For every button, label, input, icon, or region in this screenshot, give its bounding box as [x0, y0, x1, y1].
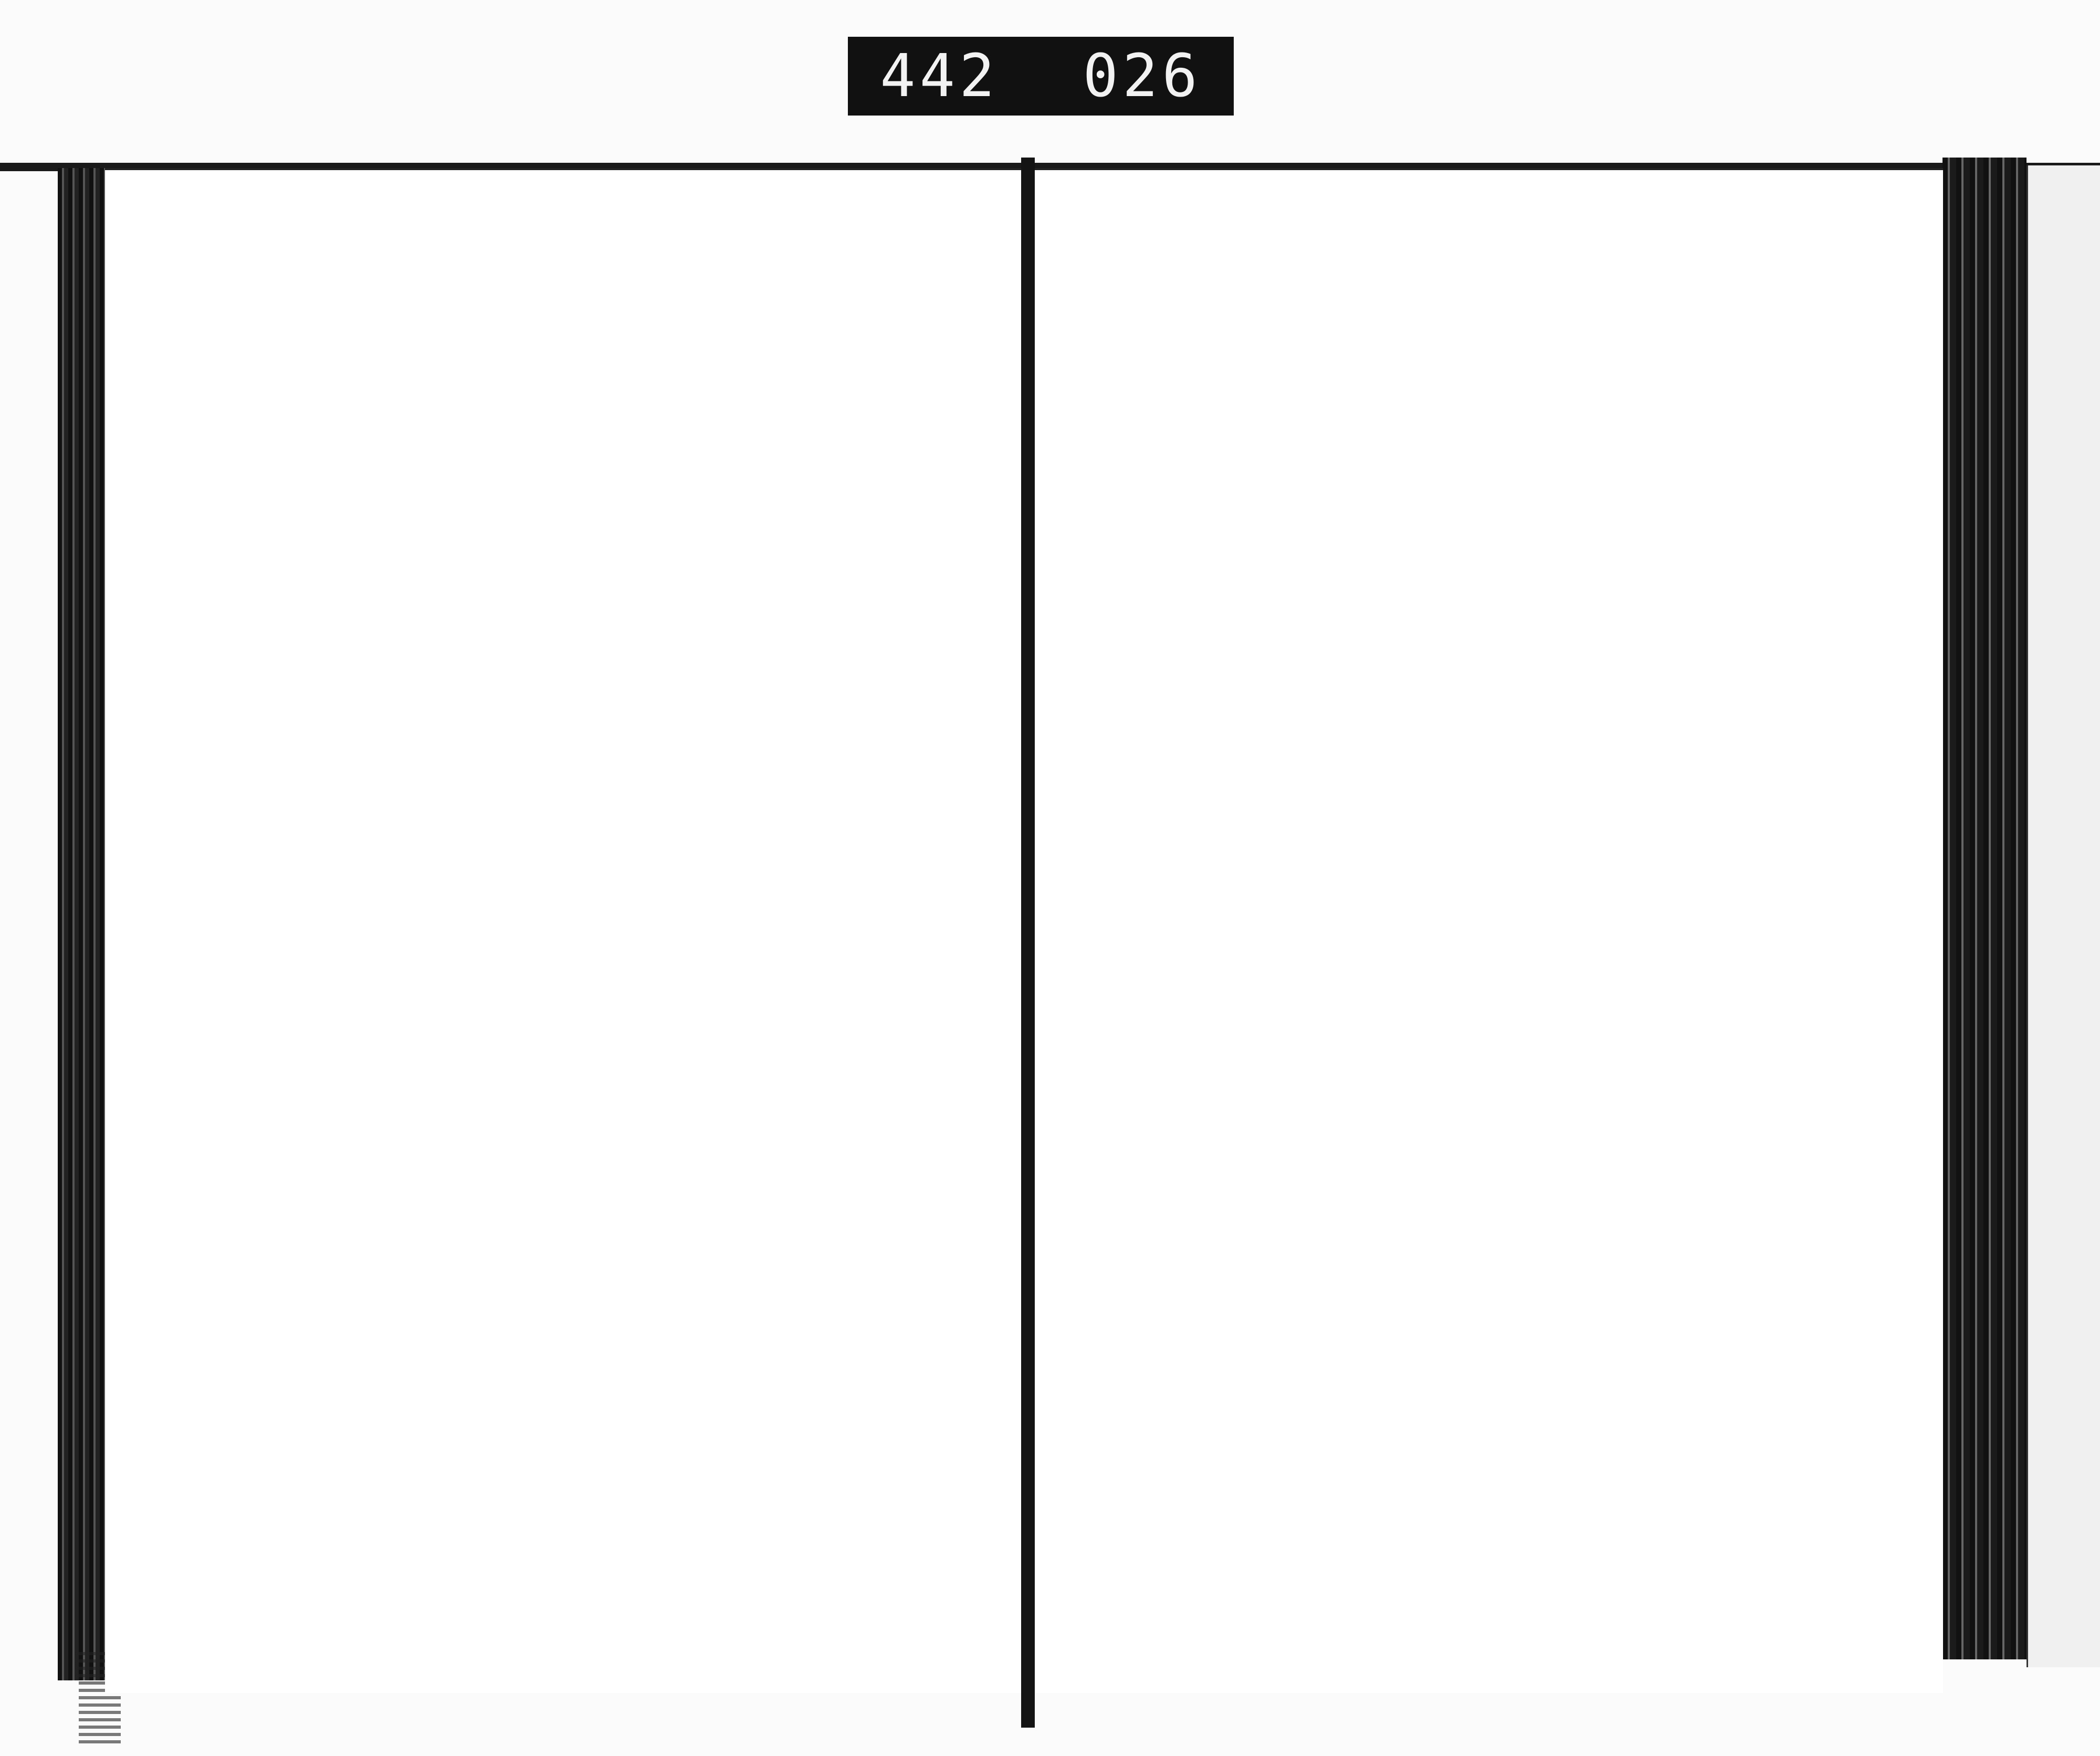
book-gutter	[1021, 158, 1035, 1728]
right-book-edge	[1942, 158, 2026, 1659]
left-page	[105, 168, 1021, 1693]
microfilm-frame-label	[848, 37, 1234, 116]
left-book-edge	[58, 168, 105, 1680]
frame-reel-number: 442	[880, 42, 999, 110]
right-page	[1035, 168, 1943, 1693]
frame-sheet-number: 026	[1083, 42, 1202, 110]
right-page-stack	[2026, 165, 2100, 1667]
